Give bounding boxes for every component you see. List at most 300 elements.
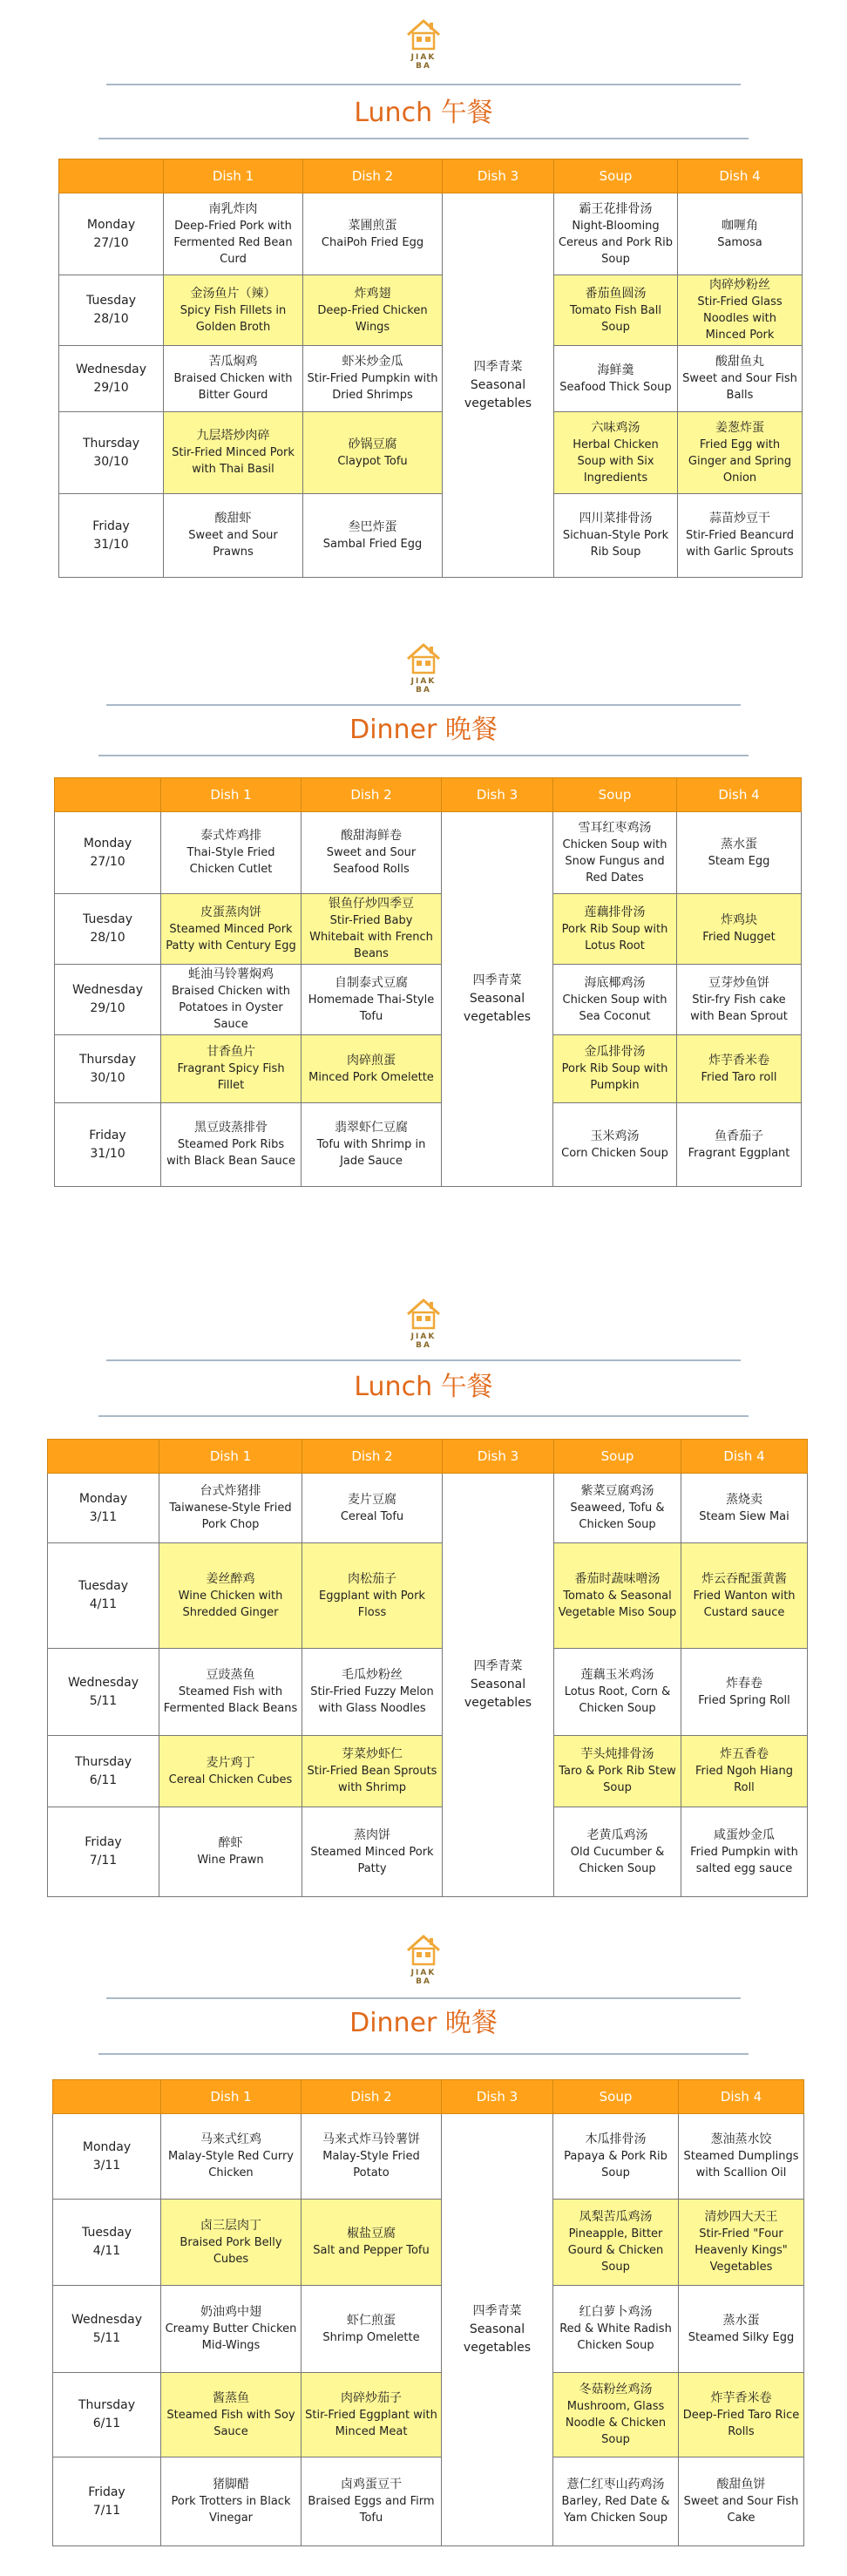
dish-name-en: Herbal Chicken Soup with Six Ingredients bbox=[573, 437, 659, 485]
house-icon bbox=[402, 1297, 445, 1332]
day-date: 29/10 bbox=[93, 380, 129, 395]
day-cell bbox=[55, 1103, 161, 1187]
soup-cell bbox=[554, 494, 678, 578]
dish-name-zh: 鱼香茄子 bbox=[715, 1129, 763, 1143]
dish-name-zh: 炸芋香米卷 bbox=[708, 1053, 769, 1068]
column-header: Dish 3 bbox=[443, 1440, 554, 1474]
dish-name-zh: 肉碎炒茄子 bbox=[341, 2390, 402, 2405]
dish-name-en: Fragrant Spicy Fish Fillet bbox=[177, 1062, 285, 1092]
dish-name-zh: 卤鸡蛋豆干 bbox=[341, 2478, 402, 2491]
menu-row bbox=[53, 2200, 804, 2286]
dish-name-zh: 咸蛋炒金瓜 bbox=[714, 1827, 775, 1842]
brand-name: JIAK BA bbox=[410, 1969, 437, 1986]
menu-row bbox=[48, 1736, 808, 1807]
brand-logo bbox=[402, 641, 445, 695]
column-header: Dish 3 bbox=[442, 2080, 553, 2114]
dish-name-en: Steamed Pork Ribs with Black Bean Sauce bbox=[166, 1138, 295, 1168]
dish-name-en: Fried Spring Roll bbox=[698, 1693, 790, 1707]
dish4-cell bbox=[679, 2286, 804, 2373]
dish1-cell bbox=[161, 2373, 302, 2457]
dish-name-zh: 莲藕玉米鸡汤 bbox=[580, 1668, 654, 1682]
day-date: 6/11 bbox=[89, 1773, 118, 1787]
dish-name-zh: 蒸肉饼 bbox=[354, 1827, 390, 1842]
dish-name-en: Fried Taro roll bbox=[701, 1070, 777, 1084]
dish4-cell bbox=[677, 812, 802, 894]
dish-name-zh: 酸甜鱼丸 bbox=[715, 355, 764, 369]
divider-line bbox=[98, 138, 749, 139]
soup-cell bbox=[553, 2286, 679, 2373]
dish-name-zh: 奶油鸡中翅 bbox=[200, 2305, 261, 2319]
dish-name-en: Seaweed, Tofu & Chicken Soup bbox=[570, 1502, 665, 1531]
column-header bbox=[55, 778, 161, 812]
day-cell bbox=[48, 1807, 159, 1897]
dish-name-zh: 卤三层肉丁 bbox=[200, 2218, 261, 2233]
dish-name-en: Night-Blooming Cereus and Pork Rib Soup bbox=[558, 219, 674, 266]
dish-name-zh: 炸鸡块 bbox=[721, 913, 757, 927]
soup-cell bbox=[554, 412, 678, 494]
dish-name-en: Corn Chicken Soup bbox=[561, 1146, 668, 1160]
dish-name-en: Tomato Fish Ball Soup bbox=[570, 303, 661, 334]
column-header: Dish 4 bbox=[679, 2080, 804, 2114]
dish-name-en: Stir-Fried Bean Sprouts with Shrimp bbox=[307, 1765, 437, 1794]
dish-name-zh: 酸甜鱼饼 bbox=[716, 2478, 766, 2491]
soup-cell bbox=[554, 1474, 681, 1543]
dish-name-zh: 豆豉蒸鱼 bbox=[206, 1668, 255, 1682]
section-title: Lunch 午餐 bbox=[354, 98, 493, 128]
menu-row bbox=[55, 965, 802, 1035]
dish-name-zh: 翡翠虾仁豆腐 bbox=[335, 1121, 408, 1135]
day-date: 31/10 bbox=[90, 1146, 125, 1161]
dish-name-zh: 芽菜炒虾仁 bbox=[342, 1747, 403, 1761]
dish-name-zh: 雪耳红枣鸡汤 bbox=[578, 820, 652, 835]
day-name: Thursday bbox=[82, 436, 140, 451]
column-header: Dish 1 bbox=[164, 159, 303, 193]
dish2-cell bbox=[302, 1807, 443, 1897]
column-header: Soup bbox=[553, 778, 677, 812]
dish-name-en: Mushroom, Glass Noodle & Chicken Soup bbox=[565, 2400, 667, 2446]
dish1-cell bbox=[164, 346, 303, 412]
dish2-cell bbox=[303, 412, 443, 494]
column-header: Dish 1 bbox=[159, 1440, 302, 1474]
dish-name-en: Tofu with Shrimp in Jade Sauce bbox=[316, 1138, 426, 1168]
brand-logo bbox=[402, 1933, 445, 1986]
day-name: Monday bbox=[82, 2139, 132, 2154]
day-date: 5/11 bbox=[89, 1693, 118, 1708]
dish-name-en: Steamed Fish with Fermented Black Beans bbox=[163, 1685, 298, 1715]
dish1-cell bbox=[159, 1649, 302, 1736]
dish-name-zh: 蒸水蛋 bbox=[722, 2313, 760, 2328]
soup-cell bbox=[554, 275, 678, 346]
soup-cell bbox=[554, 1736, 681, 1807]
day-cell bbox=[48, 1736, 159, 1807]
dish2-cell bbox=[302, 965, 442, 1035]
dish-name-en: Taiwanese-Style Fried Pork Chop bbox=[169, 1502, 292, 1531]
dish2-cell bbox=[303, 494, 443, 578]
day-date: 27/10 bbox=[90, 854, 125, 869]
menu-row bbox=[59, 494, 803, 578]
section-title: Dinner 晚餐 bbox=[349, 715, 498, 745]
menu-row bbox=[55, 1035, 802, 1103]
day-cell bbox=[59, 412, 164, 494]
day-cell bbox=[48, 1543, 159, 1649]
day-name: Tuesday bbox=[83, 912, 132, 926]
day-date: 5/11 bbox=[92, 2330, 121, 2345]
dish-name-zh: 麦片豆腐 bbox=[348, 1492, 396, 1507]
column-header bbox=[59, 159, 164, 193]
dish-name-zh: 玉米鸡汤 bbox=[590, 1129, 640, 1143]
brand-name: JIAK BA bbox=[410, 1332, 437, 1350]
dish2-cell bbox=[302, 1736, 443, 1807]
day-name: Thursday bbox=[78, 2398, 136, 2412]
dish-name-en: Seasonal vegetables bbox=[464, 1678, 532, 1710]
dish-name-en: Pork Trotters in Black Vinegar bbox=[171, 2495, 291, 2525]
dish-name-zh: 薏仁红枣山药鸡汤 bbox=[566, 2478, 665, 2491]
dish4-cell bbox=[678, 412, 803, 494]
dish4-cell bbox=[678, 494, 803, 578]
column-header bbox=[53, 2080, 161, 2114]
column-header: Dish 3 bbox=[443, 159, 554, 193]
dish-name-en: Braised Pork Belly Cubes bbox=[180, 2235, 282, 2266]
dish-name-zh: 四季青菜 bbox=[472, 973, 522, 987]
dish4-cell bbox=[678, 193, 803, 275]
house-icon bbox=[402, 641, 445, 676]
menu-row bbox=[55, 1103, 802, 1187]
dish-name-zh: 泰式炸鸡排 bbox=[200, 829, 261, 843]
dish-name-en: Chicken Soup with Sea Coconut bbox=[562, 993, 667, 1023]
soup-cell bbox=[553, 2373, 679, 2457]
dish-name-en: Pork Rib Soup with Lotus Root bbox=[561, 922, 668, 952]
section-title: Lunch 午餐 bbox=[354, 1372, 493, 1402]
dish2-cell bbox=[302, 812, 442, 894]
dish4-cell bbox=[679, 2373, 804, 2457]
soup-cell bbox=[554, 1807, 681, 1897]
dish-name-en: Sweet and Sour Prawns bbox=[188, 529, 278, 559]
column-header: Dish 3 bbox=[442, 778, 553, 812]
dish2-cell bbox=[303, 346, 443, 412]
dish2-cell bbox=[302, 2200, 442, 2286]
dish1-cell bbox=[164, 494, 303, 578]
soup-cell bbox=[553, 1103, 677, 1187]
day-date: 27/10 bbox=[93, 235, 129, 250]
day-name: Wednesday bbox=[71, 983, 144, 997]
dish-name-en: Fried Nugget bbox=[702, 931, 776, 944]
menu-row bbox=[55, 894, 802, 965]
dish-name-zh: 冬菇粉丝鸡汤 bbox=[579, 2383, 653, 2396]
dish-name-en: Thai-Style Fried Chicken Cutlet bbox=[186, 846, 275, 876]
dish4-cell bbox=[678, 346, 803, 412]
column-header: Soup bbox=[554, 1440, 681, 1474]
dish-name-en: Pineapple, Bitter Gourd & Chicken Soup bbox=[567, 2227, 664, 2274]
day-cell bbox=[55, 965, 161, 1035]
dish-name-zh: 海鲜羹 bbox=[597, 363, 634, 377]
dish-name-en: Sweet and Sour Fish Cake bbox=[683, 2495, 799, 2525]
dish-name-zh: 蚝油马铃薯焖鸡 bbox=[188, 967, 274, 981]
dish-name-zh: 凤梨苦瓜鸡汤 bbox=[579, 2210, 653, 2224]
brand-name: JIAK BA bbox=[410, 53, 437, 71]
dish-name-zh: 炸芋香米卷 bbox=[710, 2390, 772, 2405]
dish-name-en: Braised Eggs and Firm Tofu bbox=[308, 2495, 435, 2525]
dish-name-en: Steamed Fish with Soy Sauce bbox=[166, 2408, 295, 2438]
column-header: Dish 1 bbox=[161, 778, 302, 812]
dish-name-zh: 海底椰鸡汤 bbox=[584, 975, 646, 990]
soup-cell bbox=[553, 894, 677, 965]
day-date: 7/11 bbox=[92, 2503, 121, 2518]
dish-name-en: Fried Pumpkin with salted egg sauce bbox=[690, 1845, 798, 1875]
brand-logo bbox=[402, 17, 445, 71]
dish-name-zh: 咖喱角 bbox=[722, 218, 758, 233]
brand-name: JIAK BA bbox=[410, 677, 437, 695]
dish-name-en: Steamed Minced Pork Patty with Century Egg bbox=[166, 922, 296, 952]
dish-name-zh: 醉虾 bbox=[218, 1836, 243, 1850]
dish-name-en: Pork Rib Soup with Pumpkin bbox=[561, 1062, 668, 1092]
dish-name-zh: 酸甜虾 bbox=[214, 512, 252, 525]
day-date: 28/10 bbox=[93, 312, 129, 326]
dish2-cell bbox=[302, 2373, 442, 2457]
dish-name-en: Seafood Thick Soup bbox=[559, 380, 672, 394]
menu-row bbox=[59, 275, 803, 346]
dish1-cell bbox=[164, 193, 303, 275]
dish-name-en: Deep-Fried Chicken Wings bbox=[317, 303, 428, 334]
dish-name-zh: 豆芽炒鱼饼 bbox=[708, 975, 769, 990]
dish4-cell bbox=[677, 965, 802, 1035]
day-name: Tuesday bbox=[86, 294, 136, 308]
dish2-cell bbox=[302, 1474, 443, 1543]
day-cell bbox=[59, 275, 164, 346]
dish1-cell bbox=[159, 1543, 302, 1649]
dish-name-en: Chicken Soup with Snow Fungus and Red Dates bbox=[562, 837, 667, 885]
dish-name-zh: 四季青菜 bbox=[473, 1659, 523, 1673]
dish1-cell bbox=[161, 1103, 302, 1187]
dish-name-en: Malay-Style Red Curry Chicken bbox=[167, 2150, 294, 2179]
dish-name-en: Seasonal vegetables bbox=[464, 377, 532, 410]
soup-cell bbox=[554, 1649, 681, 1736]
day-cell bbox=[53, 2200, 161, 2286]
dish1-cell bbox=[161, 965, 302, 1035]
day-name: Friday bbox=[85, 1835, 122, 1849]
dish-name-zh: 九层塔炒肉碎 bbox=[196, 429, 270, 443]
dish-name-en: Deep-Fried Taro Rice Rolls bbox=[682, 2408, 800, 2438]
dish-name-en: Lotus Root, Corn & Chicken Soup bbox=[564, 1685, 671, 1715]
menu-row bbox=[59, 193, 803, 275]
dish1-cell bbox=[161, 1035, 302, 1103]
dish-name-zh: 炸五香卷 bbox=[720, 1747, 769, 1761]
dish-name-zh: 自制泰式豆腐 bbox=[335, 975, 408, 990]
dish4-cell bbox=[677, 1103, 802, 1187]
dish-name-en: Wine Prawn bbox=[197, 1854, 264, 1867]
dish1-cell bbox=[159, 1474, 302, 1543]
dish-name-zh: 毛瓜炒粉丝 bbox=[342, 1668, 403, 1682]
soup-cell bbox=[554, 193, 678, 275]
dish-name-en: Stir-fry Fish cake with Bean Sprout bbox=[690, 993, 788, 1023]
menu-row bbox=[55, 812, 802, 894]
dish-name-zh: 麦片鸡丁 bbox=[206, 1755, 255, 1770]
dish2-cell bbox=[303, 275, 443, 346]
dish-name-zh: 紫菜豆腐鸡汤 bbox=[580, 1484, 654, 1498]
dish-name-zh: 炸鸡翅 bbox=[354, 286, 391, 301]
day-cell bbox=[55, 894, 161, 965]
dish2-cell bbox=[302, 1103, 442, 1187]
day-name: Wednesday bbox=[67, 1675, 139, 1690]
dish-name-en: Creamy Butter Chicken Mid-Wings bbox=[165, 2322, 297, 2352]
dish-name-en: Steamed Minced Pork Patty bbox=[310, 1845, 434, 1875]
column-header: Dish 2 bbox=[302, 1440, 443, 1474]
dish-name-en: Stir-Fried Baby Whitebait with French Beans bbox=[309, 914, 433, 960]
dish4-cell bbox=[677, 894, 802, 965]
menu-row bbox=[53, 2286, 804, 2373]
column-header: Soup bbox=[553, 2080, 679, 2114]
dish4-cell bbox=[681, 1474, 808, 1543]
dish1-cell bbox=[161, 2457, 302, 2546]
dish-name-zh: 金汤鱼片（辣） bbox=[190, 286, 276, 301]
dish-name-zh: 蒜苗炒豆干 bbox=[709, 512, 770, 525]
day-cell bbox=[55, 812, 161, 894]
dish4-cell bbox=[681, 1649, 808, 1736]
dish-name-zh: 皮蛋蒸肉饼 bbox=[200, 905, 261, 919]
dish-name-zh: 叁巴炸蛋 bbox=[348, 519, 397, 534]
dish3-cell bbox=[442, 812, 553, 1187]
soup-cell bbox=[553, 812, 677, 894]
dish-name-zh: 莲藕排骨汤 bbox=[584, 905, 646, 919]
divider-line bbox=[106, 84, 741, 85]
dish-name-en: Red & White Radish Chicken Soup bbox=[559, 2322, 672, 2352]
dish-name-en: Sweet and Sour Fish Balls bbox=[682, 372, 797, 402]
day-date: 31/10 bbox=[93, 537, 129, 552]
day-cell bbox=[59, 494, 164, 578]
dish-name-zh: 炸春卷 bbox=[726, 1676, 762, 1691]
dish-name-en: ChaiPoh Fried Egg bbox=[321, 235, 424, 249]
dish-name-zh: 番茄时蔬味噌汤 bbox=[574, 1571, 661, 1586]
menu-row bbox=[48, 1649, 808, 1736]
dish4-cell bbox=[679, 2114, 804, 2200]
dish-name-en: Minced Pork Omelette bbox=[308, 1070, 434, 1084]
day-name: Thursday bbox=[78, 1052, 137, 1067]
dish-name-zh: 红白萝卜鸡汤 bbox=[579, 2305, 653, 2319]
dish-name-en: Shrimp Omelette bbox=[322, 2330, 420, 2344]
dish-name-en: Seasonal vegetables bbox=[463, 2322, 532, 2355]
day-date: 30/10 bbox=[93, 454, 129, 469]
dish-name-en: Samosa bbox=[717, 235, 762, 249]
dish-name-zh: 猪脚醋 bbox=[213, 2478, 249, 2491]
dish-name-en: Barley, Red Date & Yam Chicken Soup bbox=[561, 2495, 670, 2525]
day-cell bbox=[55, 1035, 161, 1103]
dish1-cell bbox=[161, 2114, 302, 2200]
dish4-cell bbox=[681, 1543, 808, 1649]
column-header: Dish 4 bbox=[681, 1440, 808, 1474]
menu-table bbox=[58, 159, 803, 578]
dish-name-zh: 番茄鱼圆汤 bbox=[585, 286, 647, 301]
dish-name-zh: 苦瓜焖鸡 bbox=[208, 355, 258, 369]
dish-name-zh: 菜圃煎蛋 bbox=[348, 218, 397, 233]
day-cell bbox=[59, 193, 164, 275]
column-header: Dish 4 bbox=[677, 778, 802, 812]
day-name: Monday bbox=[78, 1491, 128, 1506]
dish-name-en: Salt and Pepper Tofu bbox=[313, 2244, 430, 2257]
divider-line bbox=[98, 1415, 749, 1417]
dish-name-zh: 姜丝醉鸡 bbox=[206, 1571, 255, 1586]
dish-name-en: Old Cucumber & Chicken Soup bbox=[570, 1845, 665, 1875]
dish2-cell bbox=[302, 894, 442, 965]
dish-name-zh: 四季青菜 bbox=[473, 359, 523, 374]
dish-name-zh: 酸甜海鲜卷 bbox=[341, 829, 402, 843]
dish-name-en: Sambal Fried Egg bbox=[322, 537, 423, 551]
dish-name-en: Taro & Pork Rib Stew Soup bbox=[559, 1765, 676, 1794]
dish-name-en: Stir-Fried "Four Heavenly Kings" Vegetables bbox=[695, 2227, 788, 2274]
dish4-cell bbox=[677, 1035, 802, 1103]
dish-name-zh: 肉碎煎蛋 bbox=[347, 1053, 396, 1068]
dish-name-en: Stir-Fried Beancurd with Garlic Sprouts bbox=[686, 529, 794, 559]
dish-name-zh: 椒盐豆腐 bbox=[347, 2227, 396, 2240]
soup-cell bbox=[553, 2200, 679, 2286]
day-date: 4/11 bbox=[89, 1597, 118, 1611]
day-date: 7/11 bbox=[89, 1854, 118, 1868]
dish-name-zh: 霸王花排骨汤 bbox=[579, 201, 653, 216]
dish2-cell bbox=[302, 2114, 442, 2200]
dish4-cell bbox=[679, 2200, 804, 2286]
day-name: Thursday bbox=[74, 1754, 132, 1769]
dish3-cell bbox=[443, 193, 554, 578]
dish2-cell bbox=[302, 2457, 442, 2546]
dish-name-zh: 马来式炸马铃薯饼 bbox=[322, 2132, 420, 2146]
menu-row bbox=[59, 346, 803, 412]
day-name: Monday bbox=[83, 836, 132, 851]
dish-name-en: Braised Chicken with Bitter Gourd bbox=[173, 372, 293, 402]
dish-name-zh: 银鱼仔炒四季豆 bbox=[329, 897, 414, 911]
dish2-cell bbox=[303, 193, 443, 275]
dish-name-en: Braised Chicken with Potatoes in Oyster Sauce bbox=[171, 985, 291, 1031]
dish-name-zh: 酱蒸鱼 bbox=[213, 2390, 249, 2405]
dish4-cell bbox=[681, 1736, 808, 1807]
day-cell bbox=[53, 2114, 161, 2200]
menu-row bbox=[48, 1474, 808, 1543]
day-name: Tuesday bbox=[78, 1579, 128, 1593]
dish1-cell bbox=[164, 412, 303, 494]
dish3-cell bbox=[442, 2114, 553, 2546]
soup-cell bbox=[554, 346, 678, 412]
dish-name-en: Papaya & Pork Rib Soup bbox=[564, 2150, 667, 2179]
dish-name-zh: 砂锅豆腐 bbox=[348, 437, 397, 451]
column-header: Dish 2 bbox=[302, 2080, 442, 2114]
day-date: 6/11 bbox=[92, 2417, 121, 2430]
menu-table bbox=[54, 777, 802, 1187]
dish-name-zh: 虾米炒金瓜 bbox=[342, 355, 403, 369]
day-date: 3/11 bbox=[92, 2158, 121, 2173]
divider-line bbox=[106, 1997, 741, 1999]
menu-table bbox=[52, 2079, 804, 2546]
soup-cell bbox=[553, 1035, 677, 1103]
soup-cell bbox=[553, 2114, 679, 2200]
soup-cell bbox=[554, 1543, 681, 1649]
dish2-cell bbox=[302, 1035, 442, 1103]
dish-name-zh: 马来式红鸡 bbox=[200, 2132, 261, 2146]
day-date: 4/11 bbox=[92, 2244, 121, 2258]
day-cell bbox=[59, 346, 164, 412]
dish1-cell bbox=[161, 894, 302, 965]
dish1-cell bbox=[159, 1736, 302, 1807]
dish-name-en: Stir-Fried Eggplant with Minced Meat bbox=[305, 2408, 437, 2438]
day-name: Wednesday bbox=[75, 362, 147, 376]
dish-name-en: Claypot Tofu bbox=[337, 454, 408, 468]
dish-name-zh: 清炒四大天王 bbox=[704, 2210, 778, 2224]
column-header: Dish 1 bbox=[161, 2080, 302, 2114]
dish-name-en: Fried Wanton with Custard sauce bbox=[693, 1589, 796, 1619]
dish-name-en: Stir-Fried Minced Pork with Thai Basil bbox=[172, 446, 295, 476]
dish-name-en: Spicy Fish Fillets in Golden Broth bbox=[180, 303, 287, 334]
dish-name-en: Steamed Dumplings with Scallion Oil bbox=[683, 2150, 799, 2179]
day-name: Monday bbox=[86, 217, 136, 232]
dish-name-zh: 炸云吞配蛋黄酱 bbox=[701, 1571, 787, 1586]
dish-name-en: Deep-Fried Pork with Fermented Red Bean Curd bbox=[173, 219, 293, 266]
divider-line bbox=[106, 1359, 741, 1361]
